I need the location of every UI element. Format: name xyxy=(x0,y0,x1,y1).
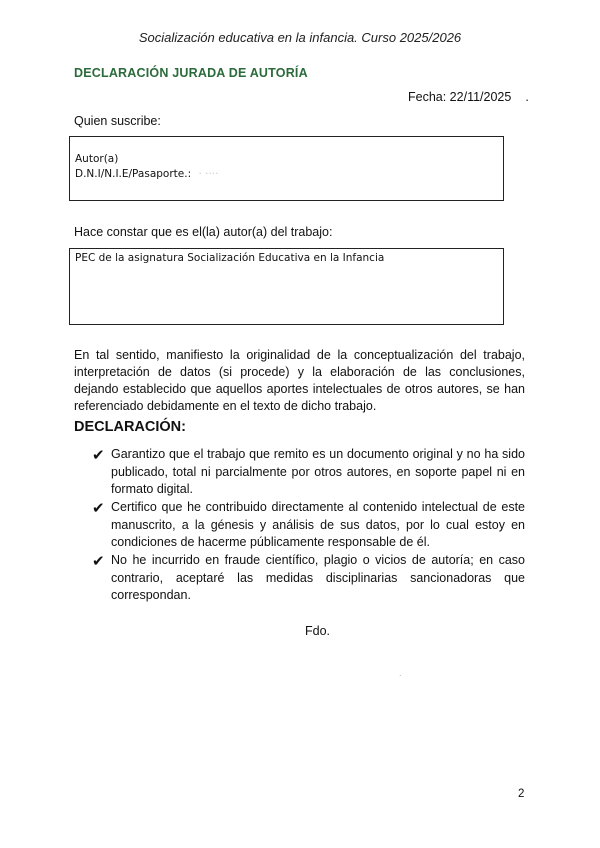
work-label: Hace constar que es el(la) autor(a) del trabajo: xyxy=(74,225,333,239)
subscriber-label: Quien suscribe: xyxy=(74,114,161,128)
date-trailing: . xyxy=(525,90,529,104)
work-title: PEC de la asignatura Socialización Educativa en la Infancia xyxy=(75,252,385,264)
author-box xyxy=(69,136,504,201)
work-box xyxy=(69,248,504,325)
check-icon: ✔ xyxy=(92,553,105,570)
declaration-item-text: Certifico que he contribuido directamente al contenido intelectual de este manuscrito, a la génesis y análisis de sus datos, por lo cual estoy en condiciones de hacerme públicamente responsable de él. xyxy=(111,500,525,549)
declaration-item xyxy=(92,552,525,604)
date-text: Fecha: 22/11/2025 xyxy=(408,90,512,104)
signature-mark: . xyxy=(399,668,402,678)
id-label: D.N.I/N.I.E/Pasaporte.: xyxy=(75,168,192,180)
declaration-item-text: No he incurrido en fraude científico, plagio o vicios de autoría; en caso contrario, aceptaré las medidas disciplinarias sancionadoras que correspondan. xyxy=(111,553,525,602)
declaration-item xyxy=(92,446,525,498)
author-label: Autor(a) xyxy=(75,153,119,165)
check-icon: ✔ xyxy=(92,500,105,517)
declaration-item xyxy=(92,499,525,551)
declaration-item-text: Garantizo que el trabajo que remito es un documento original y no ha sido publicado, total ni parcialmente por otros autores, en soporte papel ni en formato digital. xyxy=(111,447,525,496)
document-title: DECLARACIÓN JURADA DE AUTORÍA xyxy=(74,66,308,80)
originality-paragraph: En tal sentido, manifiesto la originalidad de la conceptualización del trabajo, interpretación de datos (si procede) y la elaboración de las conclusiones, dejando establecido que aquellos aportes intelectuales de otros autores, se han referenciado debidamente en el texto de dicho trabajo. xyxy=(74,348,525,413)
signature-label: Fdo. xyxy=(305,624,331,638)
declaration-heading: DECLARACIÓN: xyxy=(74,419,186,435)
page-number: 2 xyxy=(518,788,525,800)
id-line xyxy=(75,167,218,182)
running-header: Socialización educativa en la infancia. Curso 2025/2026 xyxy=(138,30,462,45)
check-icon: ✔ xyxy=(92,447,105,464)
id-value-faint: · ···· xyxy=(198,168,219,180)
date-line xyxy=(408,90,529,104)
